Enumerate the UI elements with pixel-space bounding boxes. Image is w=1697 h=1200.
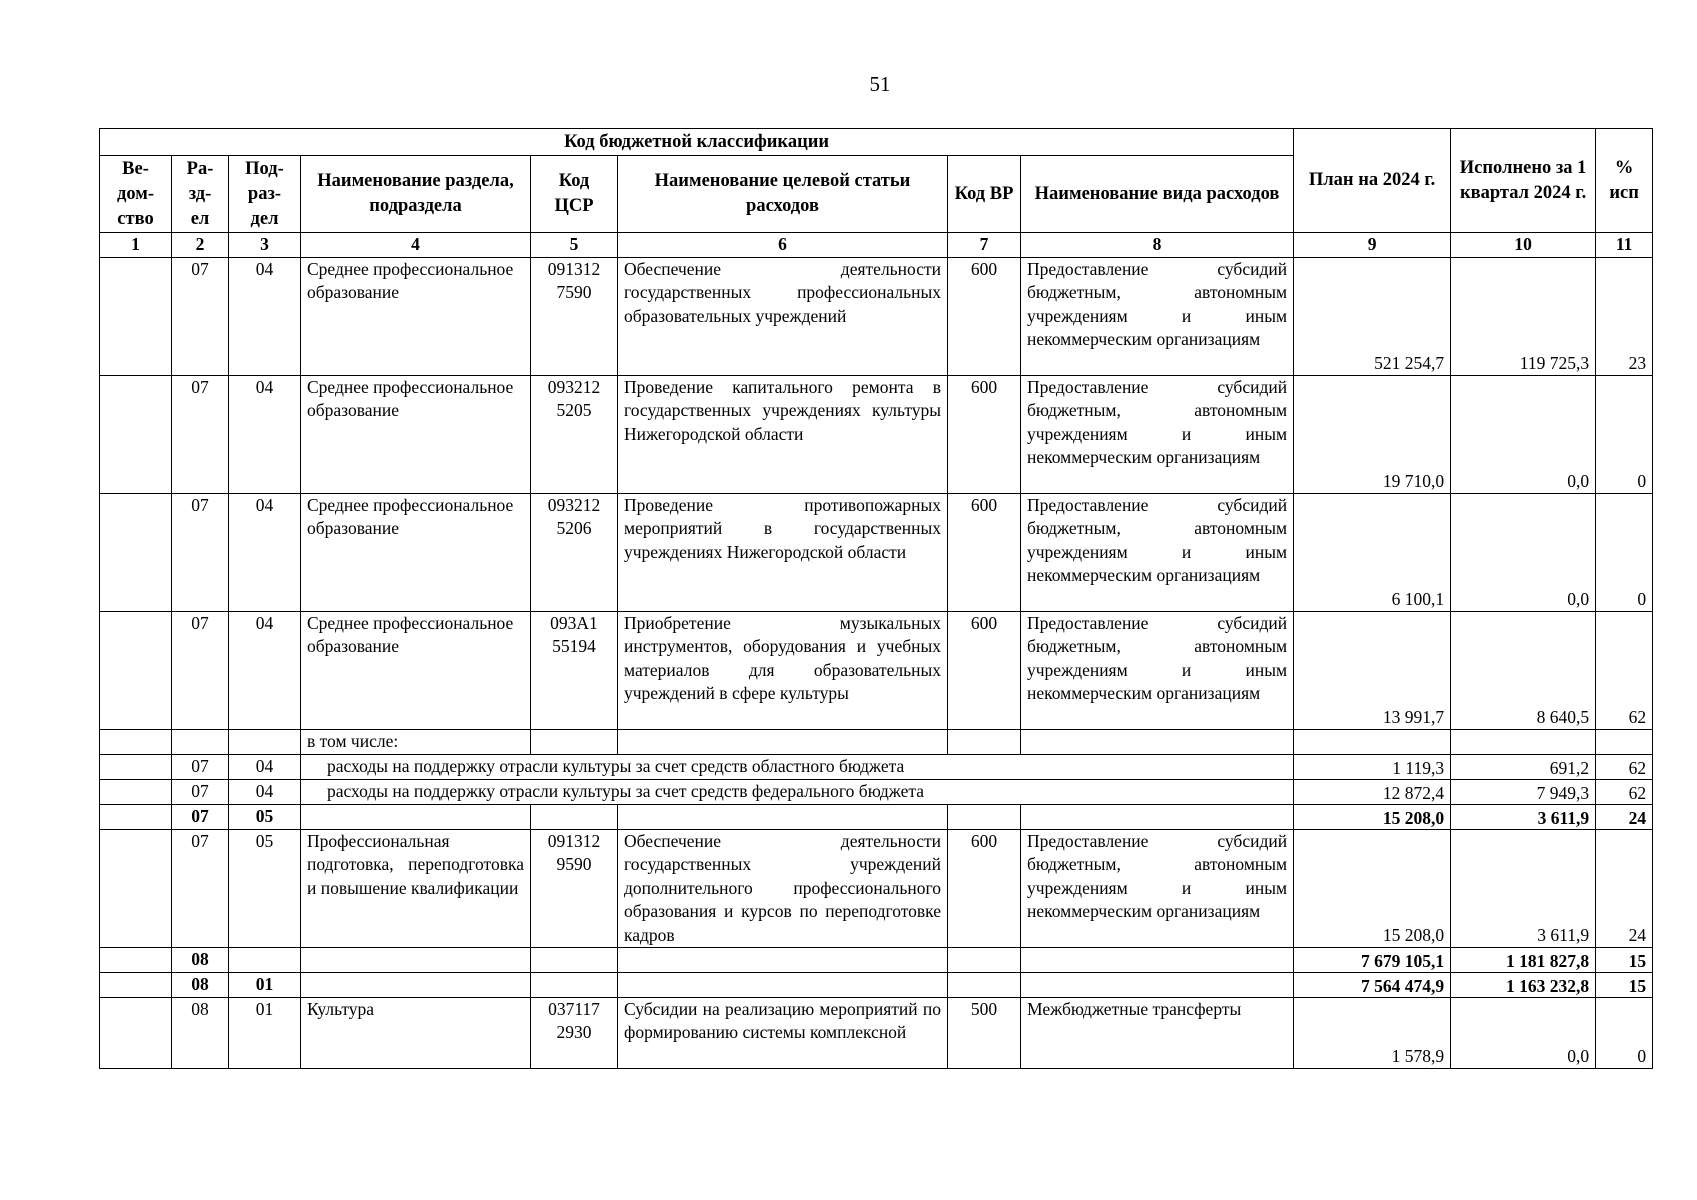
subtotal-row [100,973,1653,998]
cell-vr: 600 [948,494,1021,612]
cell-razdel: 08 [172,973,229,998]
header-razdel: Ра- зд- ел [172,156,229,233]
cell-plan: 7 564 474,9 [1294,973,1451,998]
including-row [100,730,1653,755]
cell-section-name: Среднее профессиональное образование [301,376,531,494]
table-row [100,612,1653,730]
cell-pct: 62 [1596,612,1653,730]
cell-pct: 62 [1596,755,1653,780]
cell-pct: 0 [1596,376,1653,494]
cell-podrazdel: 05 [229,805,301,830]
cell-done: 0,0 [1451,998,1596,1069]
table-row [100,830,1653,948]
empty-cell [618,948,948,973]
empty-cell [100,948,172,973]
empty-cell [618,805,948,830]
cell-plan: 19 710,0 [1294,376,1451,494]
empty-cell [948,948,1021,973]
col-num: 2 [172,233,229,258]
empty-cell [301,805,531,830]
cell-razdel: 07 [172,494,229,612]
cell-pct: 23 [1596,258,1653,376]
cell-csr: 093A1 55194 [531,612,618,730]
table-row [100,258,1653,376]
col-num: 9 [1294,233,1451,258]
cell-razdel: 07 [172,612,229,730]
table-row [100,998,1653,1069]
cell-plan: 1 578,9 [1294,998,1451,1069]
cell-section-name: Среднее профессиональное образование [301,494,531,612]
budget-table [99,128,1653,1069]
cell-pct: 24 [1596,830,1653,948]
cell-target: Субсидии на реализацию мероприятий по формированию системы комплексной [618,998,948,1069]
cell-target: Проведение противопожарных мероприятий в государственных учреждениях Нижегородской области [618,494,948,612]
cell-podrazdel: 04 [229,494,301,612]
cell-sub-description: расходы на поддержку отрасли культуры за счет средств федерального бюджета [301,780,1294,805]
empty-cell [948,805,1021,830]
subtotal-row [100,948,1653,973]
cell-csr: 093212 5205 [531,376,618,494]
empty-cell [1021,948,1294,973]
cell-razdel: 08 [172,998,229,1069]
empty-cell [100,780,172,805]
cell-pct: 0 [1596,494,1653,612]
cell-plan: 6 100,1 [1294,494,1451,612]
empty-cell [100,830,172,948]
cell-expense-type: Предоставление субсидий бюджетным, автономным учреждениям и иным некоммерческим организациям [1021,376,1294,494]
cell-done: 0,0 [1451,376,1596,494]
cell-razdel: 07 [172,755,229,780]
empty-cell [531,805,618,830]
cell-csr: 091312 7590 [531,258,618,376]
cell-expense-type: Предоставление субсидий бюджетным, автономным учреждениям и иным некоммерческим организациям [1021,830,1294,948]
cell-vr: 600 [948,612,1021,730]
header-podrazdel: Под- раз- дел [229,156,301,233]
cell-plan: 1 119,3 [1294,755,1451,780]
cell-podrazdel: 04 [229,780,301,805]
cell-pct: 15 [1596,973,1653,998]
cell-done: 3 611,9 [1451,830,1596,948]
page-number: 51 [869,72,891,96]
cell-plan: 15 208,0 [1294,805,1451,830]
table-row [100,376,1653,494]
empty-cell [618,730,948,755]
header-plan: План на 2024 г. [1294,129,1451,233]
sub-row [100,780,1653,805]
cell-razdel: 07 [172,830,229,948]
empty-cell [948,730,1021,755]
cell-podrazdel [229,948,301,973]
table-row [100,494,1653,612]
cell-podrazdel: 01 [229,973,301,998]
col-num: 3 [229,233,301,258]
empty-cell [100,973,172,998]
cell-csr: 093212 5206 [531,494,618,612]
cell-section-name: Среднее профессиональное образование [301,612,531,730]
col-num: 10 [1451,233,1596,258]
cell-target: Проведение капитального ремонта в государственных учреждениях культуры Нижегородской области [618,376,948,494]
cell-vr: 600 [948,376,1021,494]
sub-row [100,755,1653,780]
header-done: Исполнено за 1 квартал 2024 г. [1451,129,1596,233]
cell-section-name: Профессиональная подготовка, переподготовка и повышение квалификации [301,830,531,948]
empty-cell [1294,730,1451,755]
header-expense-type: Наименование вида расходов [1021,156,1294,233]
cell-done: 119 725,3 [1451,258,1596,376]
cell-pct: 24 [1596,805,1653,830]
empty-cell [618,973,948,998]
empty-cell [948,973,1021,998]
cell-podrazdel: 05 [229,830,301,948]
cell-csr: 091312 9590 [531,830,618,948]
cell-razdel: 07 [172,258,229,376]
empty-cell [1021,805,1294,830]
cell-done: 691,2 [1451,755,1596,780]
cell-razdel: 07 [172,805,229,830]
col-num: 8 [1021,233,1294,258]
empty-cell [301,948,531,973]
cell-plan: 7 679 105,1 [1294,948,1451,973]
cell-vedomstvo [100,612,172,730]
empty-cell [531,973,618,998]
column-numbers-row [100,233,1653,258]
cell-podrazdel: 04 [229,612,301,730]
empty-cell [531,730,618,755]
cell-razdel: 07 [172,780,229,805]
empty-cell [1596,730,1653,755]
empty-cell [100,805,172,830]
cell-plan: 521 254,7 [1294,258,1451,376]
cell-plan: 12 872,4 [1294,780,1451,805]
col-num: 11 [1596,233,1653,258]
cell-expense-type: Предоставление субсидий бюджетным, автономным учреждениям и иным некоммерческим организациям [1021,494,1294,612]
cell-plan: 13 991,7 [1294,612,1451,730]
col-num: 1 [100,233,172,258]
cell-podrazdel: 04 [229,376,301,494]
col-num: 5 [531,233,618,258]
cell-target: Приобретение музыкальных инструментов, оборудования и учебных материалов для образовательных учреждений в сфере культуры [618,612,948,730]
header-section-name: Наименование раздела, подраздела [301,156,531,233]
cell-target: Обеспечение деятельности государственных учреждений дополнительного профессионального образования и курсов по переподготовке кадров [618,830,948,948]
cell-podrazdel: 04 [229,258,301,376]
header-csr: Код ЦСР [531,156,618,233]
cell-vedomstvo [100,494,172,612]
cell-pct: 0 [1596,998,1653,1069]
col-num: 7 [948,233,1021,258]
col-num: 6 [618,233,948,258]
cell-done: 7 949,3 [1451,780,1596,805]
empty-cell [1021,730,1294,755]
empty-cell [531,948,618,973]
cell-razdel: 07 [172,376,229,494]
empty-cell [100,998,172,1069]
cell-section-name: Культура [301,998,531,1069]
empty-cell [100,730,172,755]
cell-expense-type: Предоставление субсидий бюджетным, автономным учреждениям и иным некоммерческим организациям [1021,612,1294,730]
cell-razdel: 08 [172,948,229,973]
col-num: 4 [301,233,531,258]
cell-done: 0,0 [1451,494,1596,612]
cell-done: 8 640,5 [1451,612,1596,730]
cell-sub-description: расходы на поддержку отрасли культуры за счет средств областного бюджета [301,755,1294,780]
header-pct: % исп [1596,129,1653,233]
cell-vedomstvo [100,258,172,376]
empty-cell [172,730,229,755]
empty-cell [301,973,531,998]
subtotal-row [100,805,1653,830]
cell-vr: 600 [948,258,1021,376]
header-row-top [100,129,1653,156]
empty-cell [1021,973,1294,998]
empty-cell [1451,730,1596,755]
cell-pct: 62 [1596,780,1653,805]
cell-pct: 15 [1596,948,1653,973]
cell-vr: 600 [948,830,1021,948]
cell-expense-type: Межбюджетные трансферты [1021,998,1294,1069]
cell-section-name: Среднее профессиональное образование [301,258,531,376]
empty-cell [100,755,172,780]
cell-vr: 500 [948,998,1021,1069]
header-vedomstvo: Ве- дом- ство [100,156,172,233]
header-vr: Код ВР [948,156,1021,233]
cell-expense-type: Предоставление субсидий бюджетным, автономным учреждениям и иным некоммерческим организациям [1021,258,1294,376]
cell-plan: 15 208,0 [1294,830,1451,948]
cell-done: 3 611,9 [1451,805,1596,830]
cell-podrazdel: 01 [229,998,301,1069]
cell-target: Обеспечение деятельности государственных профессиональных образовательных учреждений [618,258,948,376]
cell-csr: 037117 2930 [531,998,618,1069]
header-target: Наименование целевой статьи расходов [618,156,948,233]
cell-vedomstvo [100,376,172,494]
cell-done: 1 163 232,8 [1451,973,1596,998]
cell-podrazdel: 04 [229,755,301,780]
empty-cell [229,730,301,755]
cell-done: 1 181 827,8 [1451,948,1596,973]
header-group-title: Код бюджетной классификации [100,129,1294,156]
including-label: в том числе: [301,730,531,755]
